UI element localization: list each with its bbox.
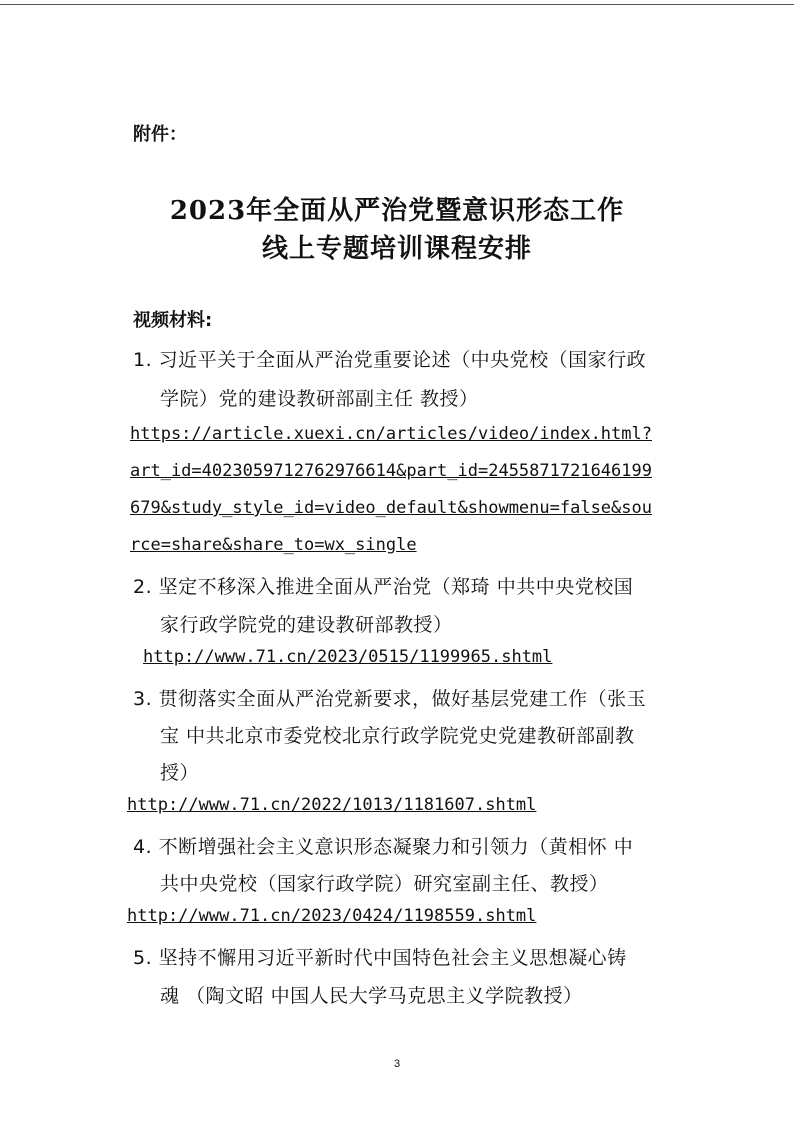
item-3-link[interactable]: http://www.71.cn/2022/1013/1181607.shtml xyxy=(127,795,537,815)
item-2-line-1: 2. 坚定不移深入推进全面从严治党（郑琦 中共中央党校国 xyxy=(133,576,634,598)
item-1-line-2: 学院）党的建设教研部副主任 教授） xyxy=(160,388,479,410)
item-1-link-line-2[interactable]: art_id=4023059712762976614&part_id=2455871721646199 xyxy=(130,461,652,481)
document-title-line-2: 线上专题培训课程安排 xyxy=(261,234,532,264)
document-title-line-1: 2023年全面从严治党暨意识形态工作 xyxy=(169,196,625,226)
section-heading: 视频材料: xyxy=(133,310,213,331)
item-4-line-2: 共中央党校（国家行政学院）研究室副主任、教授） xyxy=(160,873,609,895)
item-1-link-line-1[interactable]: https://article.xuexi.cn/articles/video/index.html? xyxy=(130,424,652,444)
header-rule xyxy=(0,4,794,5)
item-1-link-line-4[interactable]: rce=share&share_to=wx_single xyxy=(130,535,417,555)
item-1-link-line-3[interactable]: 679&study_style_id=video_default&showmenu=false&sou xyxy=(130,498,652,518)
item-3-line-2: 宝 中共北京市委党校北京行政学院党史党建教研部副教 xyxy=(160,725,635,747)
item-3-line-1: 3. 贯彻落实全面从严治党新要求，做好基层党建工作（张玉 xyxy=(133,688,647,710)
page-number: 3 xyxy=(393,1058,401,1070)
item-4-line-1: 4. 不断增强社会主义意识形态凝聚力和引领力（黄相怀 中 xyxy=(133,836,634,858)
item-2-link[interactable]: http://www.71.cn/2023/0515/1199965.shtml xyxy=(143,647,553,667)
attachment-label: 附件： xyxy=(133,124,187,145)
item-5-line-2: 魂 （陶文昭 中国人民大学马克思主义学院教授） xyxy=(160,985,583,1007)
item-4-link[interactable]: http://www.71.cn/2023/0424/1198559.shtml xyxy=(127,906,537,926)
item-3-line-3: 授） xyxy=(160,762,200,784)
item-2-line-2: 家行政学院党的建设教研部教授） xyxy=(160,614,453,636)
item-5-line-1: 5. 坚持不懈用习近平新时代中国特色社会主义思想凝心铸 xyxy=(133,947,627,969)
item-1-line-1: 1. 习近平关于全面从严治党重要论述（中央党校（国家行政 xyxy=(133,349,647,371)
